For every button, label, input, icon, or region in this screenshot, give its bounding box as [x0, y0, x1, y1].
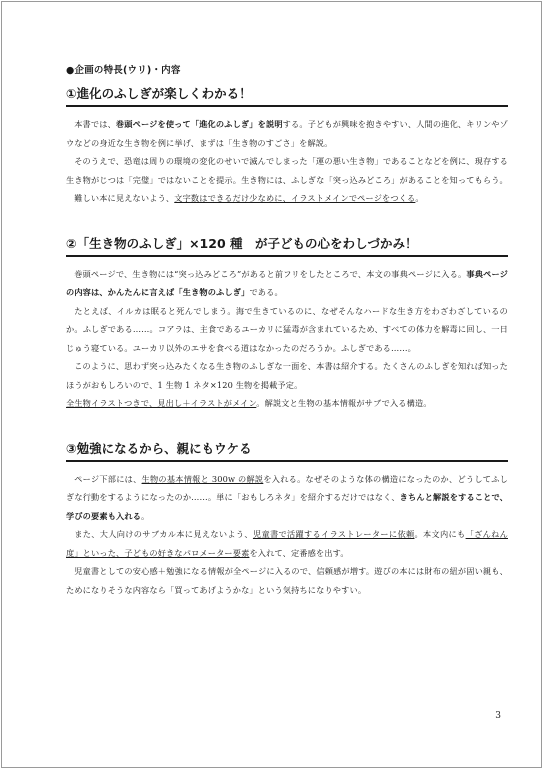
bold-text: きちんと解説をすることで、学びの要素も入れる	[66, 492, 508, 521]
section-2	[66, 234, 508, 413]
section-heading: ③勉強になるから、親にもウケる	[66, 439, 508, 462]
text-run: 難しい本に見えないよう、	[74, 193, 175, 203]
paragraph	[66, 115, 508, 152]
text-run: 児童書としての安心感＋勉強になる情報が全ページに入るので、信頼感が増す。遊びの本には財布の紐が固い親も、ためになりそうな内容なら「買ってあげようかな」という気持ちになりやすい。	[66, 566, 508, 595]
paragraph	[66, 357, 508, 394]
text-run: そのうえで、恐竜は周りの環境の変化のせいで滅んでしまった「運の悪い生き物」であることなどを例に、現存する生き物がじつは「完璧」ではないことを提示。生き物には、ふしぎな「突っ込みどころ」があることを知ってもらう。	[66, 156, 508, 185]
underlined-text: 文字数はできるだけ少なめに、イラストメインでページをつくる	[174, 193, 416, 203]
underlined-text: 生物の基本情報と 300w の解説	[141, 473, 264, 484]
text-run: を入れる。なぜそのような体の構造になったのか、どうしてふしぎな行動をするようになったのか……。単に「おもしろネタ」を紹介するだけではなく、	[66, 473, 508, 502]
text-run: 。解説文と生物の基本情報がサブで入る構造。	[256, 398, 432, 408]
overview-label: ●企画の特長(ウリ)・内容	[66, 65, 181, 76]
section-3	[66, 439, 508, 600]
section-heading: ②「生き物のふしぎ」×120 種 が子どもの心をわしづかみ！	[66, 234, 508, 257]
page-content	[66, 62, 508, 625]
section-1	[66, 84, 508, 208]
text-run: を入れて、定番感を出す。	[249, 547, 349, 558]
text-run: 。本文内にも	[414, 529, 466, 539]
section-heading: ①進化のふしぎが楽しくわかる！	[66, 84, 508, 107]
text-run: また、大人向けのサブカル本に見えないよう、	[74, 529, 253, 539]
text-run: 本書では、	[74, 119, 116, 129]
text-run: である。	[249, 287, 283, 297]
paragraph	[66, 302, 508, 358]
paragraph	[66, 562, 508, 599]
document-page	[1, 1, 542, 768]
text-run: たとえば、イルカは眠ると死んでしまう。海で生きているのに、なぜそんなハードな生き方をわざわざしているのか。ふしぎである……。コアラは、主食であるユーカリに猛毒が含まれているため、すべての体力を解毒に回し、一日じゅう寝ている。ユーカリ以外のエサを食べる道はなかったのだろうか。ふしぎである……。	[66, 305, 508, 353]
paragraph	[66, 265, 508, 302]
paragraph	[66, 152, 508, 189]
text-run: する。子どもが興味を抱きやすい、人間の進化、キリンやゾウなどの身近な生き物を例に挙げ、まずは「生き物のすごさ」を解説。	[66, 119, 508, 148]
paragraph	[66, 525, 508, 562]
underlined-text: 全生物イラストつきで、見出し＋イラストがメイン	[66, 398, 257, 408]
text-run: 。	[415, 193, 424, 203]
bold-text: 事典ページの内容は、かんたんに言えば「生き物のふしぎ」	[66, 268, 508, 297]
bold-text: 巻頭ページを使って「進化のふしぎ」を説明	[115, 119, 283, 129]
underlined-text: 「ざんねん度」といった、子どもの好きなパロメーター要素	[66, 529, 508, 558]
text-run: 。	[141, 510, 150, 521]
text-run: このように、思わず突っ込みたくなる生き物のふしぎな一面を、本書は紹介する。たくさんのふしぎを知れば知ったほうがおもしろいので、1 生物 1 ネタ×120 生物を掲載予定。	[66, 361, 508, 390]
underlined-text: 児童書で活躍するイラストレーターに依頼	[252, 529, 415, 539]
text-run: ページ下部には、	[74, 473, 142, 484]
paragraph	[66, 394, 508, 413]
page-number: 3	[495, 711, 501, 721]
text-run: 巻頭ページで、生き物には“突っ込みどころ”があると前フリをしたところで、本文の事典ページに入る。	[74, 268, 467, 279]
paragraph	[66, 470, 508, 526]
paragraph	[66, 189, 508, 208]
